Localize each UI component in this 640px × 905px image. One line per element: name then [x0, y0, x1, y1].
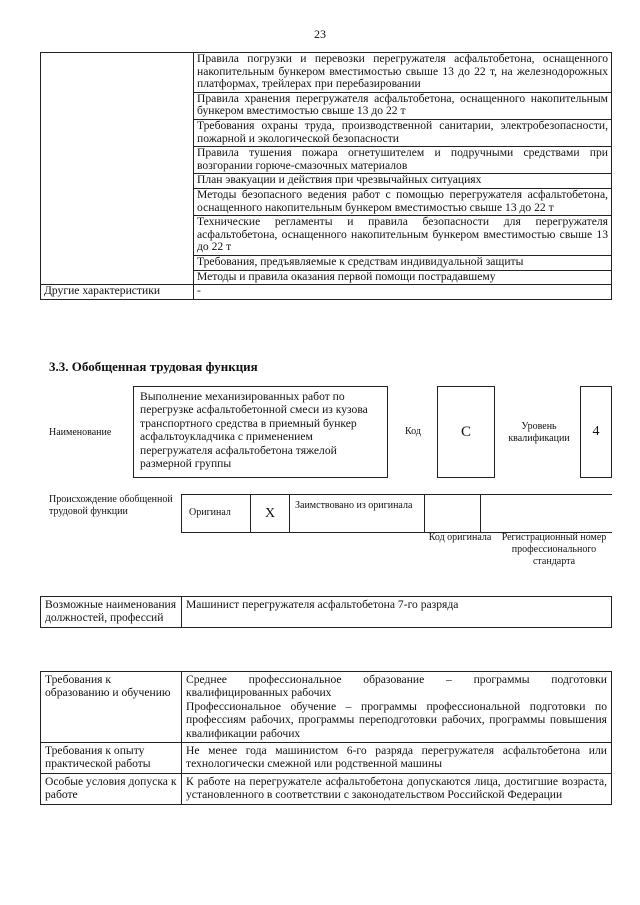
knowledge-item: Требования охраны труда, производственной санитарии, электробезопасности, пожарной и экологической безопасности [194, 119, 612, 146]
knowledge-item: Правила хранения перегружателя асфальтобетона, оснащенного накопительным бункером вместимостью свыше 13 до 22 т [194, 92, 612, 119]
table-row [41, 672, 612, 743]
code-original-caption: Код оригинала [428, 532, 492, 543]
knowledge-label-cell [41, 53, 194, 285]
code-original-cell [424, 495, 480, 532]
code-value: C [460, 423, 471, 440]
experience-value [182, 743, 612, 774]
education-line: Среднее профессиональное образование – программы подготовки квалифицированных рабочих [186, 673, 607, 700]
education-label: Требования к образованию и обучению [41, 672, 182, 743]
reg-number-cell [480, 495, 612, 532]
original-mark-cell [250, 495, 289, 532]
knowledge-item: Правила тушения пожара огнетушителем и подручными средствами при возгорании горюче-смазочных материалов [194, 147, 612, 174]
requirements-table [40, 671, 612, 805]
section-title: 3.3. Обобщенная трудовая функция [49, 359, 258, 374]
original-cell [181, 495, 250, 532]
other-characteristics-value: - [194, 285, 612, 300]
knowledge-item: Методы и правила оказания первой помощи пострадавшему [194, 270, 612, 285]
knowledge-item: Правила погрузки и перевозки перегружателя асфальтобетона, оснащенного накопительным бункером вместимостью свыше 13 до 22 т, на железнодорожных платформах, трейлерах при перебазировании [194, 53, 612, 93]
knowledge-table [40, 52, 612, 300]
origin-label: Происхождение обобщенной трудовой функции [49, 494, 173, 517]
admission-label: Особые условия допуска к работе [41, 773, 182, 804]
knowledge-item: Методы безопасного ведения работ с помощью перегружателя асфальтобетона, оснащенного накопительным бункером вместимостью свыше 13 до 22 т [194, 188, 612, 215]
original-label: Оригинал [189, 507, 231, 518]
code-value-box [437, 386, 495, 478]
admission-line: К работе на перегружателе асфальтобетона допускаются лица, достигшие возраста, установленного в соответствии с законодательством Российской Федерации [186, 774, 607, 802]
table-row [41, 53, 612, 93]
name-label: Наименование [49, 427, 112, 438]
table-row [41, 597, 612, 628]
experience-label: Требования к опыту практической работы [41, 743, 182, 774]
knowledge-item: План эвакуации и действия при чрезвычайных ситуациях [194, 174, 612, 189]
other-characteristics-label: Другие характеристики [41, 285, 194, 300]
page-number: 23 [314, 27, 326, 41]
original-mark: X [264, 505, 276, 521]
positions-label: Возможные наименования должностей, профессий [41, 597, 182, 628]
code-label: Код [405, 426, 421, 437]
education-value [182, 672, 612, 743]
level-value: 4 [592, 424, 600, 439]
positions-table [40, 596, 612, 628]
knowledge-item: Технические регламенты и правила безопасности для перегружателя асфальтобетона, оснащенного накопительным бункером вместимостью свыше 13 до 22 т [194, 216, 612, 256]
function-name-box: Выполнение механизированных работ по перегрузке асфальтобетонной смеси из кузова транспортного средства в приемный бункер асфальтоукладчика с применением перегружателя асфальтобетона тяжелой размерной группы [133, 386, 388, 478]
table-row [41, 773, 612, 804]
borrowed-cell [289, 495, 424, 532]
education-line: Профессиональное обучение – программы профессиональной подготовки по профессиям рабочих, программы переподготовки рабочих, программы повышения квалификации рабочих [186, 699, 607, 740]
level-label: Уровень квалификации [508, 421, 570, 444]
positions-value: Машинист перегружателя асфальтобетона 7-го разряда [182, 597, 612, 628]
reg-number-caption: Регистрационный номер профессионального стандарта [501, 532, 607, 567]
borrowed-label: Заимствовано из оригинала [295, 500, 413, 511]
knowledge-item: Требования, предъявляемые к средствам индивидуальной защиты [194, 255, 612, 270]
admission-value [182, 773, 612, 804]
experience-line: Не менее года машинистом 6-го разряда перегружателя асфальтобетона или технологически смежной или родственной машины [186, 744, 607, 771]
table-row [41, 743, 612, 774]
table-row [41, 285, 612, 300]
origin-row [181, 494, 612, 533]
level-value-box [580, 386, 612, 478]
